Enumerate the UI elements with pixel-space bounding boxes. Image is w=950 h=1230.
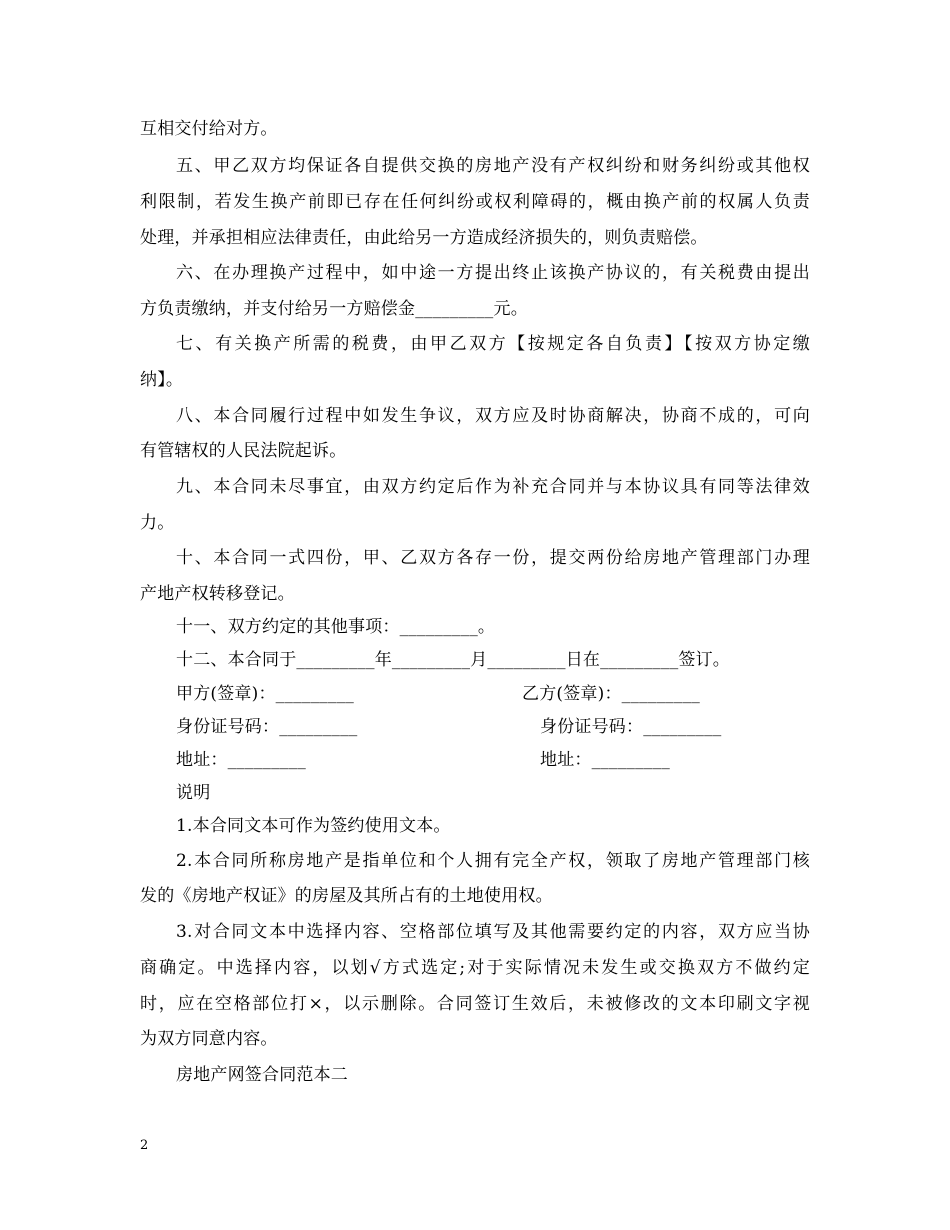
party-a-signature: 甲方(签章)：_________ <box>176 684 354 704</box>
party-a-id-number: 身份证号码：_________ <box>176 717 358 737</box>
clause-10-line-2: 产地产权转移登记。 <box>140 584 295 604</box>
note-2-line-2: 发的《房地产权证》的房屋及其所占有的土地使用权。 <box>140 886 553 906</box>
clause-5-line-2: 利限制，若发生换产前即已存在任何纠纷或权利障碍的，概由换产前的权属人负责 <box>140 192 810 212</box>
clause-8-line-1: 八、本合同履行过程中如发生争议，双方应及时协商解决，协商不成的，可向 <box>176 406 810 426</box>
clause-12: 十二、本合同于_________年_________月_________日在_________签订。 <box>176 650 730 670</box>
clause-7-line-1: 七、有关换产所需的税费，由甲乙双方【按规定各自负责】【按双方协定缴 <box>176 334 810 354</box>
clause-6-line-1: 六、在办理换产过程中，如中途一方提出终止该换产协议的，有关税费由提出 <box>176 263 810 283</box>
party-b-address: 地址：_________ <box>540 750 670 770</box>
section-title: 房地产网签合同范本二 <box>176 1065 348 1085</box>
clause-11: 十一、双方约定的其他事项：_________。 <box>176 617 496 637</box>
notes-heading: 说明 <box>176 783 211 803</box>
party-a-address: 地址：_________ <box>176 750 306 770</box>
note-3-line-4: 为双方同意内容。 <box>140 1029 278 1049</box>
clause-6-line-2: 方负责缴纳，并支付给另一方赔偿金_________元。 <box>140 299 528 319</box>
note-3-line-2: 商确定。中选择内容，以划√方式选定;对于实际情况未发生或交换双方不做约定 <box>140 958 810 978</box>
party-b-signature: 乙方(签章)：_________ <box>522 684 700 704</box>
clause-8-line-2: 有管辖权的人民法院起诉。 <box>140 441 347 461</box>
note-3-line-3: 时，应在空格部位打×，以示删除。合同签订生效后，未被修改的文本印刷文字视 <box>140 994 810 1014</box>
clause-9-line-2: 力。 <box>140 513 175 533</box>
note-1: 1.本合同文本可作为签约使用文本。 <box>176 816 451 836</box>
note-2-line-1: 2.本合同所称房地产是指单位和个人拥有完全产权，领取了房地产管理部门核 <box>176 851 810 871</box>
clause-7-line-2: 纳】。 <box>140 370 184 390</box>
clause-5-line-3: 处理，并承担相应法律责任，由此给另一方造成经济损失的，则负责赔偿。 <box>140 228 708 248</box>
clause-9-line-1: 九、本合同未尽事宜，由双方约定后作为补充合同并与本协议具有同等法律效 <box>176 477 810 497</box>
clause-10-line-1: 十、本合同一式四份，甲、乙双方各存一份，提交两份给房地产管理部门办理 <box>176 548 810 568</box>
clause-5-line-1: 五、甲乙双方均保证各自提供交换的房地产没有产权纠纷和财务纠纷或其他权 <box>176 156 810 176</box>
text-line: 互相交付给对方。 <box>140 119 278 139</box>
page-number: 2 <box>140 1138 149 1153</box>
party-b-id-number: 身份证号码：_________ <box>540 717 722 737</box>
note-3-line-1: 3.对合同文本中选择内容、空格部位填写及其他需要约定的内容，双方应当协 <box>176 922 810 942</box>
